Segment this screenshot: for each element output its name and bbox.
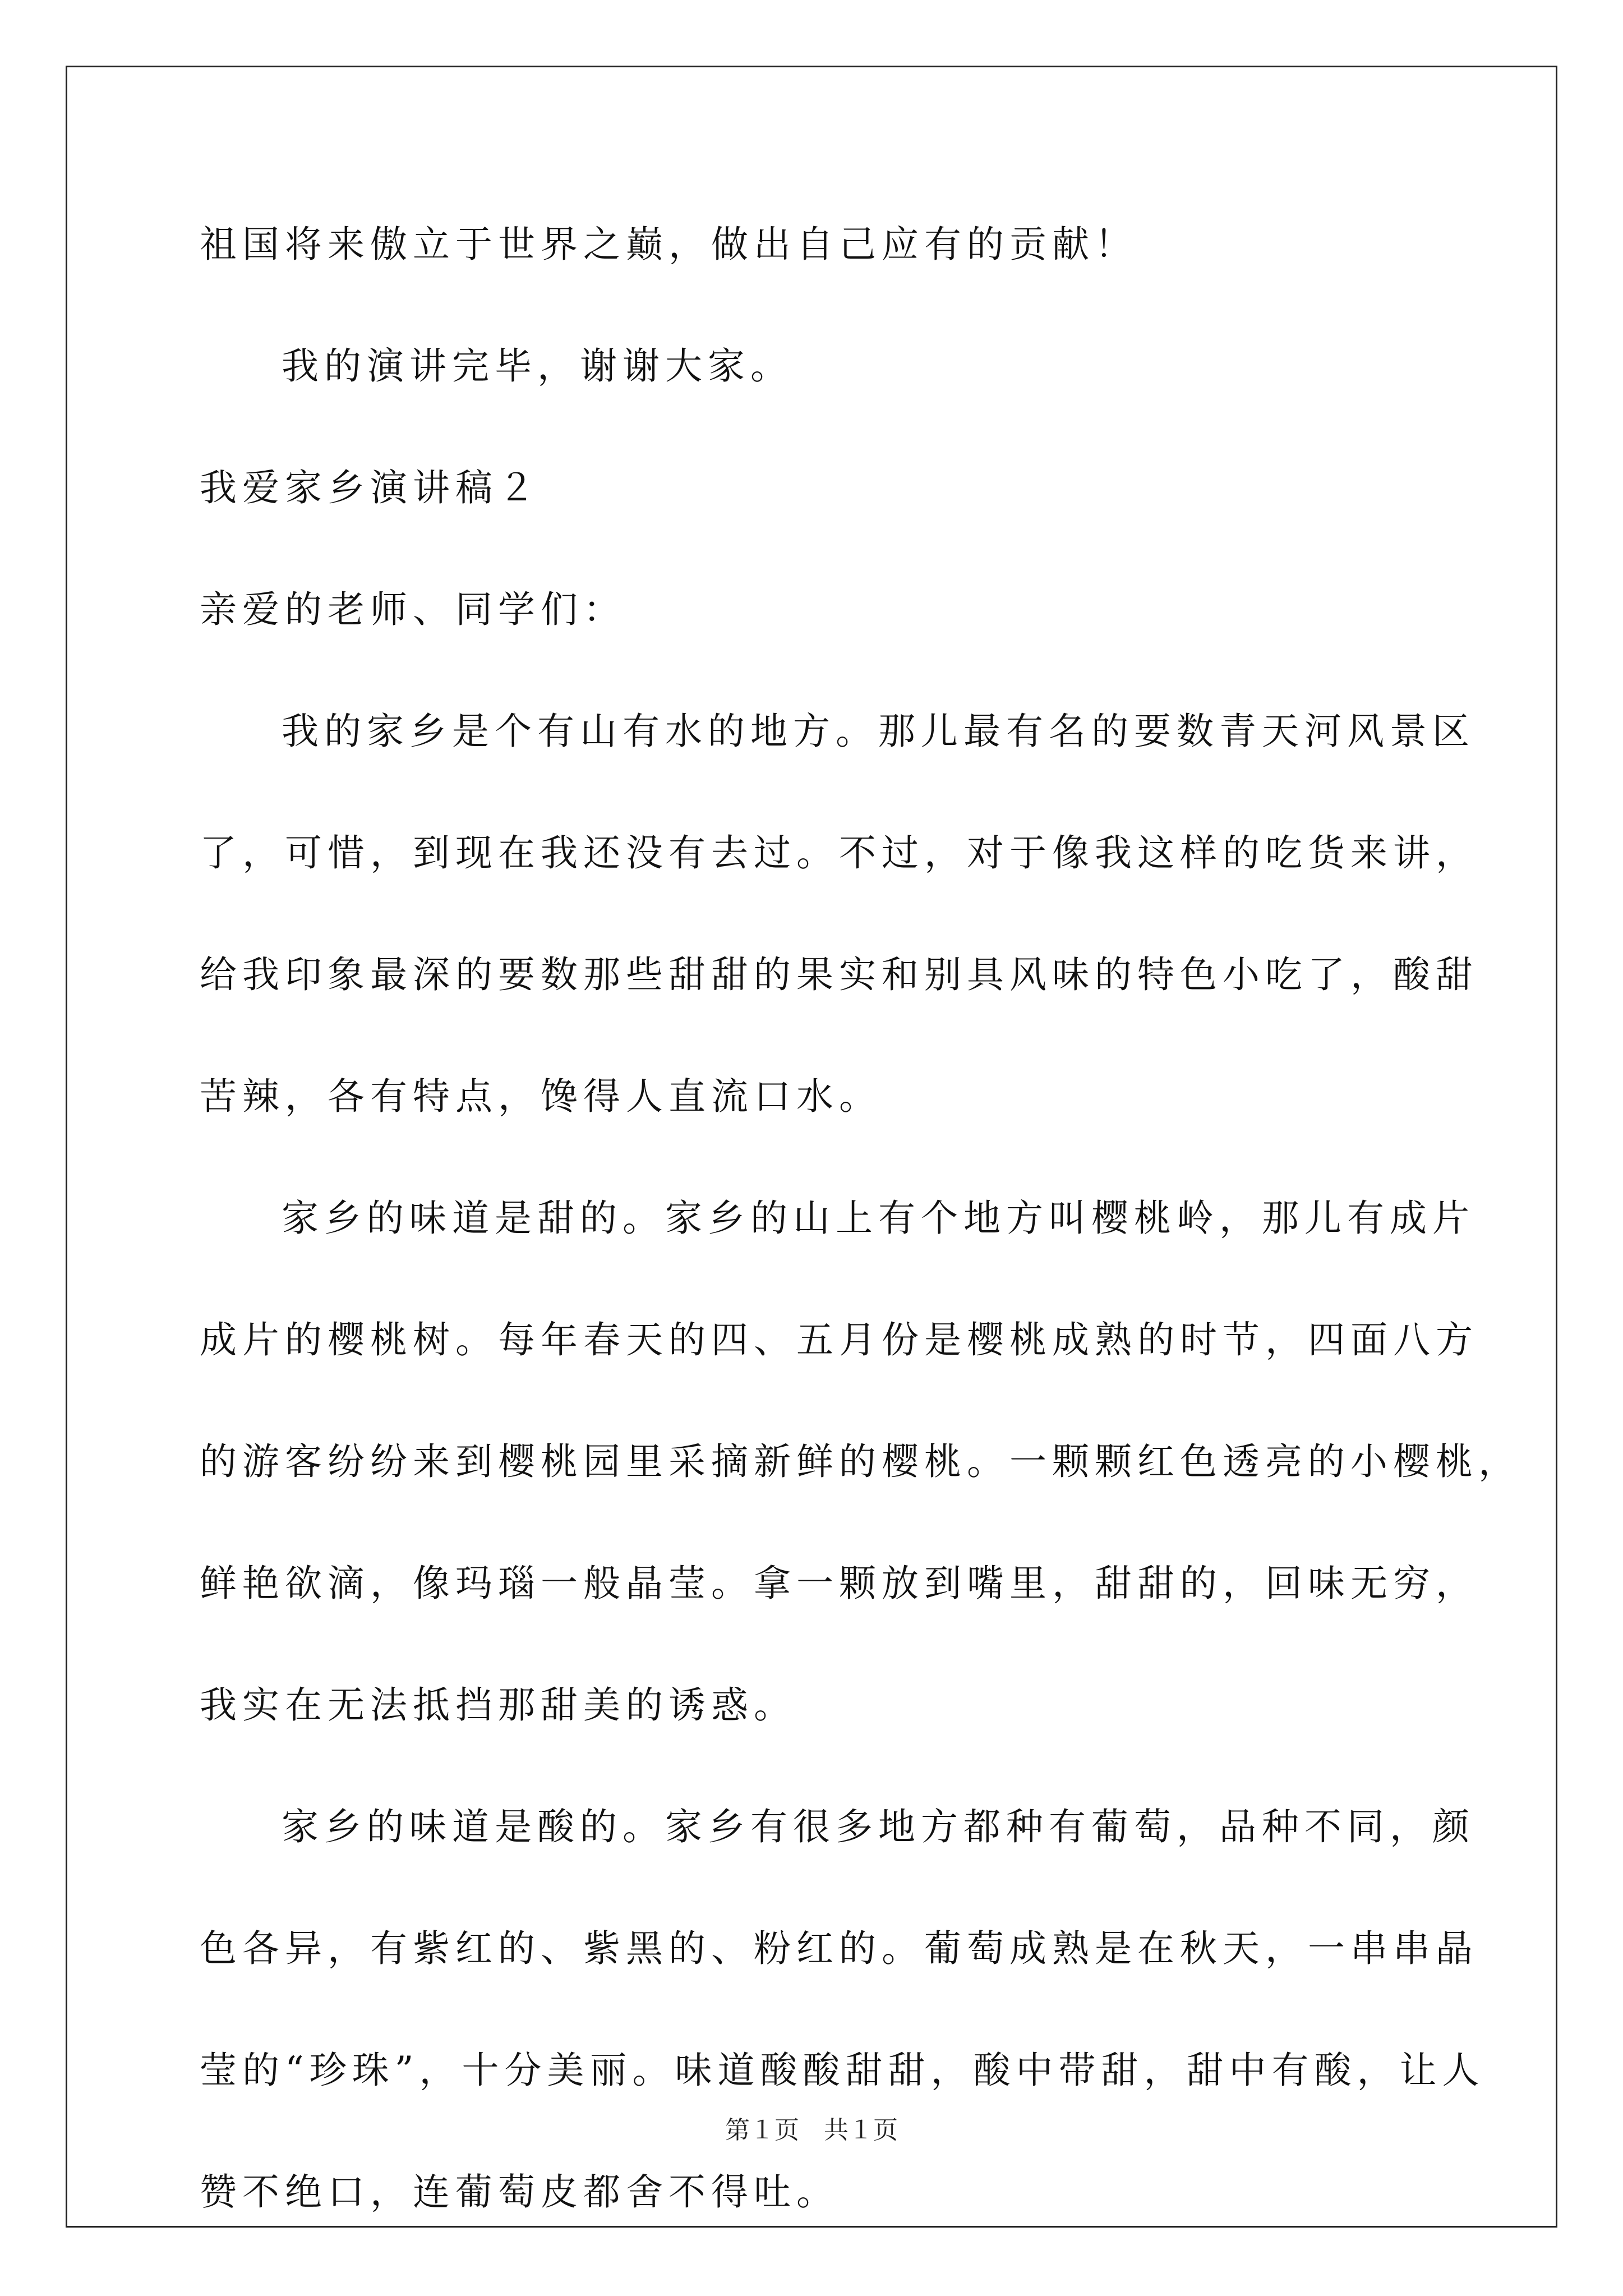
text-line: 家乡的味道是酸的。家乡有很多地方都种有葡萄，品种不同，颜 [282,1805,1475,1848]
paragraph [200,335,1433,398]
text-line: 亲爱的老师、同学们： [200,588,626,631]
paragraph [200,700,1478,1128]
text-line: 祖国将来傲立于世界之巅，做出自己应有的贡献！ [200,223,1137,266]
text-line: 家乡的味道是甜的。家乡的山上有个地方叫樱桃岭，那儿有成片 [282,1197,1475,1240]
text-line: 色各异，有紫红的、紫黑的、粉红的。葡萄成熟是在秋天，一串串晶 [200,1927,1478,1970]
text-line: 我的演讲完毕，谢谢大家。 [282,344,793,388]
text-line: 我爱家乡演讲稿２ [200,466,541,509]
text-line: 了，可惜，到现在我还没有去过。不过，对于像我这样的吃货来讲， [200,831,1478,875]
text-line: 鲜艳欲滴，像玛瑙一般晶莹。拿一颗放到嘴里，甜甜的，回味无穷， [200,1562,1478,1605]
page-footer: 第１页 共１页 [725,2116,898,2145]
text-line: 给我印象最深的要数那些甜甜的果实和别具风味的特色小吃了，酸甜 [200,953,1478,996]
salutation [200,578,1433,641]
text-line: 赞不绝口，连葡萄皮都舍不得吐。 [200,2170,839,2214]
text-line: 我实在无法抵挡那甜美的诱惑。 [200,1683,796,1727]
section-title [200,457,1433,519]
text-line: 成片的樱桃树。每年春天的四、五月份是樱桃成熟的时节，四面八方 [200,1318,1478,1361]
text-line: 苦辣，各有特点，馋得人直流口水。 [200,1075,882,1118]
paragraph [200,1796,1485,2224]
paragraph [200,213,1433,276]
paragraph [200,1187,1521,1737]
text-line: 的游客纷纷来到樱桃园里采摘新鲜的樱桃。一颗颗红色透亮的小樱桃， [200,1440,1521,1483]
text-line: 我的家乡是个有山有水的地方。那儿最有名的要数青天河风景区 [282,710,1475,753]
text-line: 莹的“珍珠”，十分美丽。味道酸酸甜甜，酸中带甜，甜中有酸，让人 [200,2049,1485,2092]
document-body [200,213,1521,2224]
